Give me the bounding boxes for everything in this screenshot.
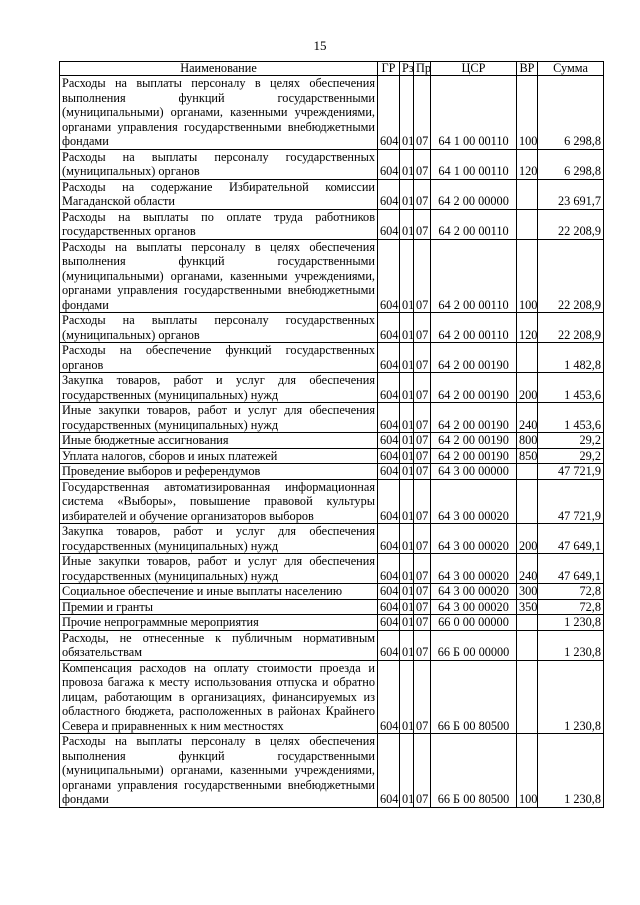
cell-pr: 07 (414, 599, 431, 615)
cell-csr: 64 3 00 00020 (431, 584, 517, 600)
table-row (60, 615, 604, 631)
cell-gr: 604 (378, 403, 400, 433)
cell-gr: 604 (378, 660, 400, 734)
cell-csr: 64 2 00 00190 (431, 373, 517, 403)
cell-pr: 07 (414, 464, 431, 480)
cell-gr: 604 (378, 734, 400, 808)
cell-rz: 01 (400, 239, 414, 313)
cell-rz: 01 (400, 448, 414, 464)
cell-sum: 23 691,7 (538, 179, 604, 209)
cell-csr: 64 3 00 00020 (431, 524, 517, 554)
cell-name: Социальное обеспечение и иные выплаты населению (60, 584, 378, 600)
cell-sum: 1 230,8 (538, 734, 604, 808)
cell-gr: 604 (378, 584, 400, 600)
cell-gr: 604 (378, 524, 400, 554)
cell-name: Расходы на выплаты персоналу в целях обеспечения выполнения функций государственными (муниципальными) органами, казенными учреждениями, органами управления государственными внебюджетными фондами (60, 734, 378, 808)
cell-pr: 07 (414, 615, 431, 631)
cell-gr: 604 (378, 464, 400, 480)
cell-pr: 07 (414, 179, 431, 209)
cell-csr: 64 2 00 00110 (431, 209, 517, 239)
cell-sum: 47 649,1 (538, 524, 604, 554)
cell-sum: 1 230,8 (538, 615, 604, 631)
cell-name: Расходы на содержание Избирательной комиссии Магаданской области (60, 179, 378, 209)
table-row (60, 734, 604, 808)
header-rz: Рз (400, 62, 414, 76)
cell-csr: 64 2 00 00190 (431, 448, 517, 464)
cell-rz: 01 (400, 464, 414, 480)
cell-csr: 64 2 00 00110 (431, 313, 517, 343)
cell-rz: 01 (400, 179, 414, 209)
cell-csr: 64 3 00 00000 (431, 464, 517, 480)
cell-vr (517, 464, 538, 480)
table-row (60, 584, 604, 600)
cell-vr: 200 (517, 524, 538, 554)
cell-csr: 64 2 00 00110 (431, 239, 517, 313)
cell-gr: 604 (378, 479, 400, 524)
cell-sum: 29,2 (538, 448, 604, 464)
table-row (60, 149, 604, 179)
cell-rz: 01 (400, 734, 414, 808)
cell-gr: 604 (378, 179, 400, 209)
cell-rz: 01 (400, 554, 414, 584)
cell-vr: 200 (517, 373, 538, 403)
cell-name: Расходы на выплаты персоналу государственных (муниципальных) органов (60, 313, 378, 343)
cell-gr: 604 (378, 373, 400, 403)
cell-sum: 47 721,9 (538, 479, 604, 524)
cell-sum: 29,2 (538, 433, 604, 449)
cell-csr: 66 Б 00 80500 (431, 734, 517, 808)
cell-pr: 07 (414, 373, 431, 403)
cell-sum: 22 208,9 (538, 209, 604, 239)
cell-pr: 07 (414, 734, 431, 808)
cell-csr: 64 2 00 00000 (431, 179, 517, 209)
cell-rz: 01 (400, 343, 414, 373)
cell-vr (517, 630, 538, 660)
cell-name: Расходы на обеспечение функций государственных органов (60, 343, 378, 373)
table-row (60, 76, 604, 150)
page-number: 15 (313, 38, 327, 53)
table-row (60, 599, 604, 615)
cell-rz: 01 (400, 584, 414, 600)
cell-sum: 1 230,8 (538, 630, 604, 660)
cell-vr: 240 (517, 554, 538, 584)
cell-rz: 01 (400, 149, 414, 179)
cell-name: Иные закупки товаров, работ и услуг для обеспечения государственных (муниципальных) нужд (60, 554, 378, 584)
cell-name: Закупка товаров, работ и услуг для обеспечения государственных (муниципальных) нужд (60, 524, 378, 554)
budget-table (59, 61, 604, 808)
cell-pr: 07 (414, 584, 431, 600)
cell-name: Государственная автоматизированная информационная система «Выборы», повышение правовой культуры избирателей и обучение организаторов выборов (60, 479, 378, 524)
cell-sum: 47 649,1 (538, 554, 604, 584)
cell-pr: 07 (414, 209, 431, 239)
cell-gr: 604 (378, 554, 400, 584)
table-row (60, 630, 604, 660)
cell-gr: 604 (378, 599, 400, 615)
header-pr: Пр (414, 62, 431, 76)
cell-vr: 100 (517, 239, 538, 313)
header-gr: ГР (378, 62, 400, 76)
cell-name: Компенсация расходов на оплату стоимости проезда и провоза багажа к месту использования отпуска и обратно лицам, работающим в организациях, финансируемых из областного бюджета, расположенных в районах Крайнего Севера и приравненных к ним местностях (60, 660, 378, 734)
cell-rz: 01 (400, 373, 414, 403)
cell-csr: 64 2 00 00190 (431, 343, 517, 373)
cell-csr: 64 2 00 00190 (431, 403, 517, 433)
header-name: Наименование (60, 62, 378, 76)
cell-csr: 66 0 00 00000 (431, 615, 517, 631)
cell-csr: 64 1 00 00110 (431, 149, 517, 179)
cell-pr: 07 (414, 433, 431, 449)
table-row (60, 464, 604, 480)
cell-vr: 120 (517, 313, 538, 343)
cell-csr: 66 Б 00 00000 (431, 630, 517, 660)
cell-gr: 604 (378, 149, 400, 179)
cell-rz: 01 (400, 479, 414, 524)
cell-csr: 66 Б 00 80500 (431, 660, 517, 734)
cell-pr: 07 (414, 630, 431, 660)
cell-vr: 800 (517, 433, 538, 449)
cell-pr: 07 (414, 149, 431, 179)
cell-rz: 01 (400, 76, 414, 150)
table-row (60, 403, 604, 433)
cell-pr: 07 (414, 76, 431, 150)
cell-csr: 64 1 00 00110 (431, 76, 517, 150)
cell-name: Прочие непрограммные мероприятия (60, 615, 378, 631)
cell-sum: 22 208,9 (538, 239, 604, 313)
cell-gr: 604 (378, 615, 400, 631)
table-row (60, 524, 604, 554)
cell-name: Закупка товаров, работ и услуг для обеспечения государственных (муниципальных) нужд (60, 373, 378, 403)
cell-sum: 6 298,8 (538, 149, 604, 179)
cell-csr: 64 2 00 00190 (431, 433, 517, 449)
cell-vr (517, 179, 538, 209)
cell-gr: 604 (378, 343, 400, 373)
cell-vr: 100 (517, 76, 538, 150)
cell-csr: 64 3 00 00020 (431, 479, 517, 524)
cell-rz: 01 (400, 524, 414, 554)
cell-gr: 604 (378, 76, 400, 150)
cell-sum: 6 298,8 (538, 76, 604, 150)
cell-sum: 1 453,6 (538, 373, 604, 403)
cell-pr: 07 (414, 448, 431, 464)
cell-name: Расходы на выплаты по оплате труда работников государственных органов (60, 209, 378, 239)
cell-pr: 07 (414, 554, 431, 584)
cell-sum: 1 482,8 (538, 343, 604, 373)
cell-pr: 07 (414, 313, 431, 343)
cell-rz: 01 (400, 403, 414, 433)
cell-vr: 350 (517, 599, 538, 615)
table-row (60, 343, 604, 373)
cell-name: Расходы, не отнесенные к публичным нормативным обязательствам (60, 630, 378, 660)
cell-vr (517, 660, 538, 734)
cell-name: Расходы на выплаты персоналу в целях обеспечения выполнения функций государственными (муниципальными) органами, казенными учреждениями, органами управления государственными внебюджетными фондами (60, 76, 378, 150)
table-row (60, 313, 604, 343)
header-sum: Сумма (538, 62, 604, 76)
cell-vr: 850 (517, 448, 538, 464)
cell-gr: 604 (378, 630, 400, 660)
cell-rz: 01 (400, 313, 414, 343)
cell-name: Иные бюджетные ассигнования (60, 433, 378, 449)
cell-sum: 47 721,9 (538, 464, 604, 480)
cell-vr (517, 615, 538, 631)
table-row (60, 433, 604, 449)
cell-vr: 300 (517, 584, 538, 600)
cell-name: Расходы на выплаты персоналу государственных (муниципальных) органов (60, 149, 378, 179)
cell-gr: 604 (378, 313, 400, 343)
cell-pr: 07 (414, 239, 431, 313)
cell-vr (517, 479, 538, 524)
cell-gr: 604 (378, 209, 400, 239)
cell-name: Премии и гранты (60, 599, 378, 615)
cell-rz: 01 (400, 209, 414, 239)
cell-name: Расходы на выплаты персоналу в целях обеспечения выполнения функций государственными (муниципальными) органами, казенными учреждениями, органами управления государственными внебюджетными фондами (60, 239, 378, 313)
cell-rz: 01 (400, 433, 414, 449)
cell-name: Уплата налогов, сборов и иных платежей (60, 448, 378, 464)
table-row (60, 448, 604, 464)
cell-sum: 72,8 (538, 599, 604, 615)
table-row (60, 373, 604, 403)
cell-gr: 604 (378, 448, 400, 464)
cell-gr: 604 (378, 433, 400, 449)
cell-name: Проведение выборов и референдумов (60, 464, 378, 480)
cell-csr: 64 3 00 00020 (431, 554, 517, 584)
cell-pr: 07 (414, 524, 431, 554)
cell-rz: 01 (400, 599, 414, 615)
header-csr: ЦСР (431, 62, 517, 76)
cell-sum: 1 230,8 (538, 660, 604, 734)
cell-gr: 604 (378, 239, 400, 313)
cell-sum: 22 208,9 (538, 313, 604, 343)
cell-vr (517, 209, 538, 239)
table-row (60, 660, 604, 734)
cell-sum: 1 453,6 (538, 403, 604, 433)
cell-pr: 07 (414, 479, 431, 524)
cell-name: Иные закупки товаров, работ и услуг для обеспечения государственных (муниципальных) нужд (60, 403, 378, 433)
cell-vr: 240 (517, 403, 538, 433)
header-vr: ВР (517, 62, 538, 76)
header-row (60, 62, 604, 76)
cell-sum: 72,8 (538, 584, 604, 600)
cell-vr: 120 (517, 149, 538, 179)
cell-rz: 01 (400, 615, 414, 631)
cell-csr: 64 3 00 00020 (431, 599, 517, 615)
cell-rz: 01 (400, 660, 414, 734)
table-row (60, 239, 604, 313)
cell-pr: 07 (414, 660, 431, 734)
table-row (60, 209, 604, 239)
cell-rz: 01 (400, 630, 414, 660)
table-row (60, 479, 604, 524)
table-row (60, 179, 604, 209)
table-row (60, 554, 604, 584)
cell-vr (517, 343, 538, 373)
cell-pr: 07 (414, 403, 431, 433)
cell-vr: 100 (517, 734, 538, 808)
cell-pr: 07 (414, 343, 431, 373)
